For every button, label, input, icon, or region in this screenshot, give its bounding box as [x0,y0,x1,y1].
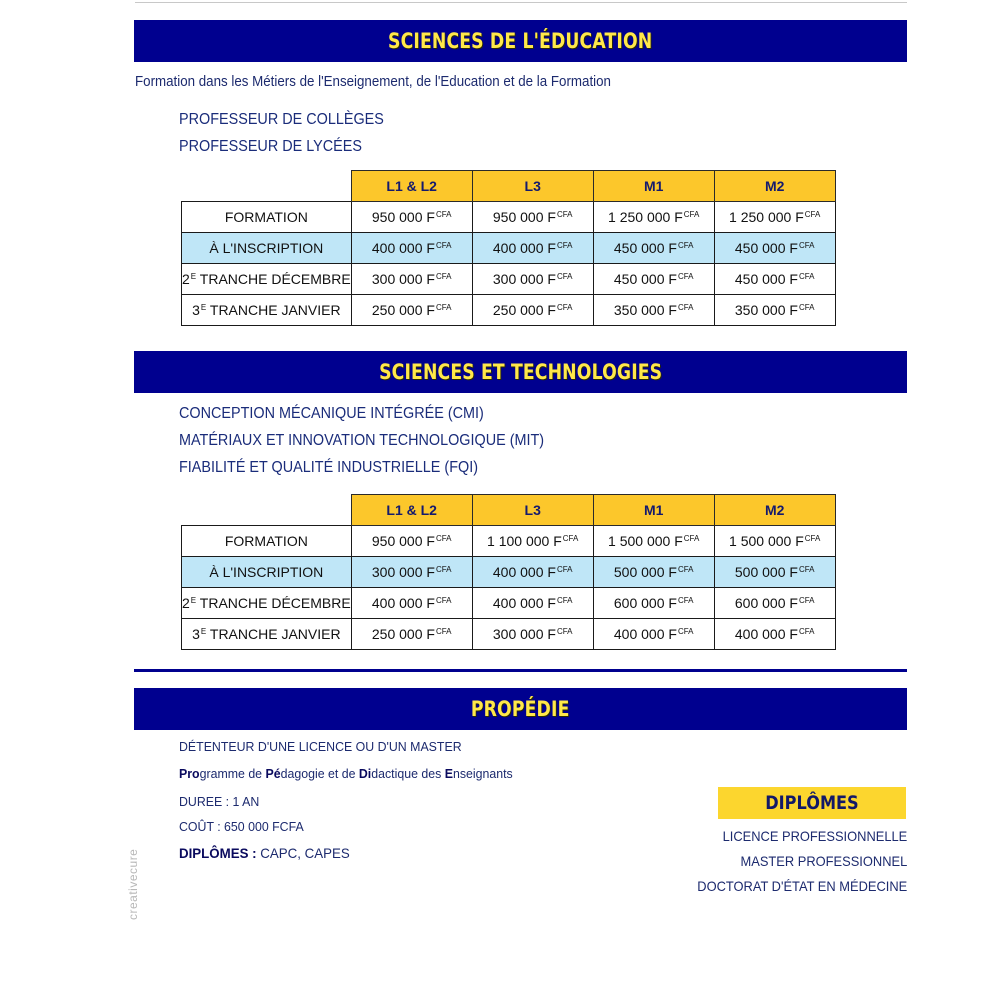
fee-cell: 400 000 $F^{CFA}$ [472,588,593,619]
fee-cell: 300 000 $F^{CFA}$ [472,264,593,295]
diplomas-list [679,824,907,899]
fee-cell: 450 000 $F^{CFA}$ [593,264,714,295]
fee-cell: 400 000 $F^{CFA}$ [714,619,835,650]
diploma-item: MASTER PROFESSIONNEL [740,853,907,869]
diploma-item: LICENCE PROFESSIONNELLE [722,828,907,844]
column-header: L1 & L2 [351,495,472,526]
fee-cell: 400 000 $F^{CFA}$ [472,233,593,264]
fee-cell: 1 250 000 $F^{CFA}$ [714,202,835,233]
row-label: FORMATION [182,202,352,233]
fee-cell: 400 000 $F^{CFA}$ [351,233,472,264]
header-empty-cell [182,171,352,202]
acronym-letters: Pro [179,766,200,781]
table-row [182,588,836,619]
fees-table-technologies [181,494,836,650]
acronym-text: dactique des [371,766,445,781]
diploma-item: DOCTORAT D'ÉTAT EN MÉDECINE [696,878,907,894]
section-title: PROPÉDIE [471,697,570,721]
row-label: À L'INSCRIPTION [182,233,352,264]
propedie-requirement: DÉTENTEUR D'UNE LICENCE OU D'UN MASTER [179,739,462,754]
propedie-acronym [179,766,513,781]
acronym-letters: Di [358,766,372,781]
fee-cell: 450 000 $F^{CFA}$ [593,233,714,264]
table-row [182,557,836,588]
fee-cell: 250 000 $F^{CFA}$ [351,619,472,650]
table-header-row [182,171,836,202]
column-header: M2 [714,495,835,526]
fee-cell: 400 000 $F^{CFA}$ [351,588,472,619]
section-banner-technologies [134,351,907,393]
acronym-text: nseignants [452,766,513,781]
fee-cell: 1 500 000 $F^{CFA}$ [714,526,835,557]
table-row [182,526,836,557]
row-label: $3^E$ TRANCHE JANVIER [182,619,352,650]
column-header: L3 [472,495,593,526]
acronym-text: dagogie et de [280,766,359,781]
fee-cell: 450 000 $F^{CFA}$ [714,264,835,295]
row-label: À L'INSCRIPTION [182,557,352,588]
program-item: CONCEPTION MÉCANIQUE INTÉGRÉE (CMI) [179,405,484,422]
table-row [182,295,836,326]
acronym-text: gramme de [199,766,266,781]
table-row [182,202,836,233]
program-item: PROFESSEUR DE LYCÉES [179,138,362,155]
section-title: SCIENCES DE L'ÉDUCATION [388,29,653,53]
program-list-education [179,106,384,160]
fee-cell: 1 500 000 $F^{CFA}$ [593,526,714,557]
diplomas-heading [718,787,906,819]
diplomas-title: DIPLÔMES [765,792,859,814]
table-row [182,233,836,264]
fee-cell: 500 000 $F^{CFA}$ [714,557,835,588]
column-header: M1 [593,495,714,526]
propedie-duration: DUREE : 1 AN [179,794,260,809]
program-item: MATÉRIAUX ET INNOVATION TECHNOLOGIQUE (MIT) [179,432,545,449]
section-divider [134,669,907,672]
table-row [182,264,836,295]
section-title: SCIENCES ET TECHNOLOGIES [378,360,663,384]
fee-cell: 950 000 $F^{CFA}$ [472,202,593,233]
fee-cell: 350 000 $F^{CFA}$ [714,295,835,326]
fee-cell: 300 000 $F^{CFA}$ [351,557,472,588]
row-label: FORMATION [182,526,352,557]
row-label: $3^E$ TRANCHE JANVIER [182,295,352,326]
fee-cell: 450 000 $F^{CFA}$ [714,233,835,264]
header-empty-cell [182,495,352,526]
fee-cell: 300 000 $F^{CFA}$ [472,619,593,650]
section-subtitle: Formation dans les Métiers de l'Enseignement, de l'Education et de la Formation [135,74,611,90]
fee-cell: 400 000 $F^{CFA}$ [593,619,714,650]
fee-cell: 600 000 $F^{CFA}$ [714,588,835,619]
fee-cell: 500 000 $F^{CFA}$ [593,557,714,588]
fee-cell: 250 000 $F^{CFA}$ [351,295,472,326]
row-label: $2^E$ TRANCHE DÉCEMBRE [182,264,352,295]
propedie-diplomas-label: DIPLÔMES : [179,845,257,861]
top-rule [135,2,907,3]
program-item: PROFESSEUR DE COLLÈGES [179,111,384,128]
column-header: M2 [714,171,835,202]
acronym-letters: E [444,766,453,781]
table-header-row [182,495,836,526]
propedie-diplomas-value: CAPC, CAPES [256,845,350,861]
fee-cell: 400 000 $F^{CFA}$ [472,557,593,588]
acronym-letters: Pé [265,766,281,781]
column-header: L3 [472,171,593,202]
fee-cell: 1 250 000 $F^{CFA}$ [593,202,714,233]
section-banner-education [134,20,907,62]
propedie-diplomas [179,845,350,861]
program-item: FIABILITÉ ET QUALITÉ INDUSTRIELLE (FQI) [179,459,478,476]
table-row [182,619,836,650]
propedie-cost: COÛT : 650 000 FCFA [179,819,304,834]
watermark: creativecure [126,848,140,920]
fee-cell: 250 000 $F^{CFA}$ [472,295,593,326]
fee-cell: 600 000 $F^{CFA}$ [593,588,714,619]
fee-cell: 350 000 $F^{CFA}$ [593,295,714,326]
fee-cell: 1 100 000 $F^{CFA}$ [472,526,593,557]
column-header: L1 & L2 [351,171,472,202]
fees-table-education [181,170,836,326]
program-list-technologies [179,400,544,481]
fee-cell: 300 000 $F^{CFA}$ [351,264,472,295]
section-banner-propedie [134,688,907,730]
fee-cell: 950 000 $F^{CFA}$ [351,202,472,233]
fee-cell: 950 000 $F^{CFA}$ [351,526,472,557]
column-header: M1 [593,171,714,202]
row-label: $2^E$ TRANCHE DÉCEMBRE [182,588,352,619]
